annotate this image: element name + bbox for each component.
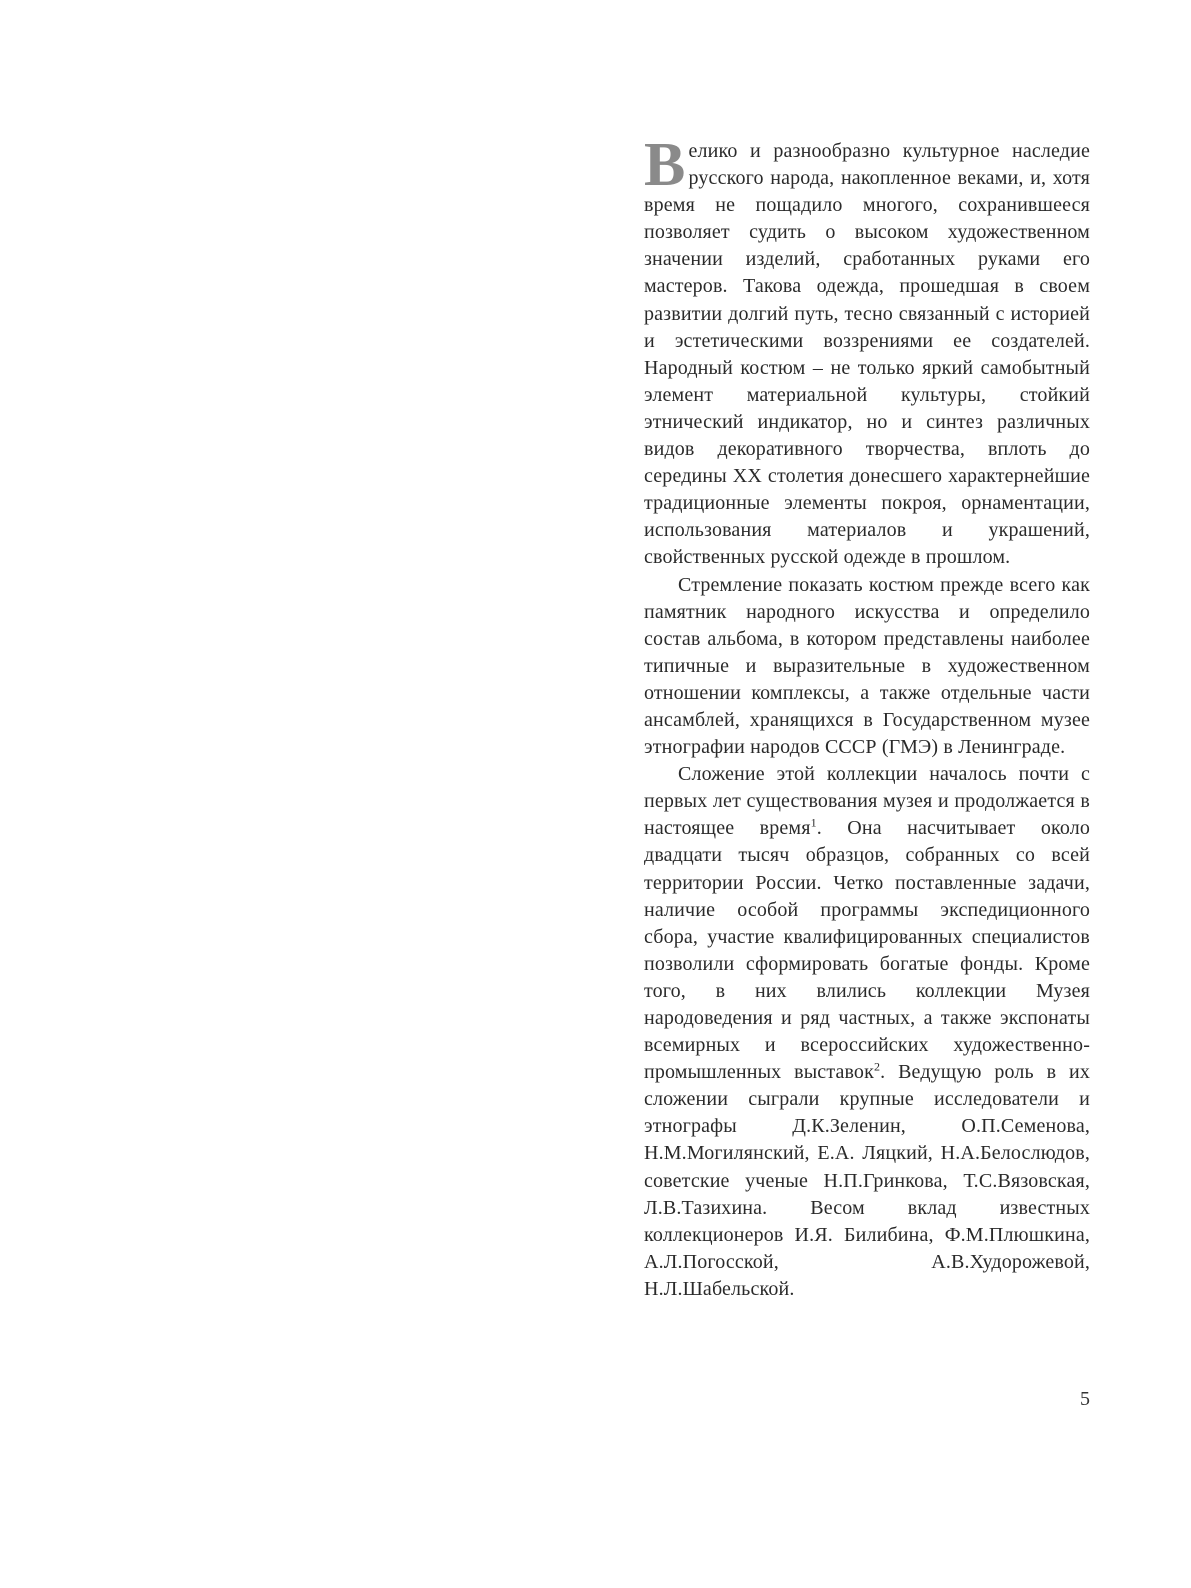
main-text-column: [644, 131, 1091, 1303]
footnote-ref-2: 2: [873, 1059, 881, 1074]
page-number: 5: [1080, 1388, 1090, 1410]
paragraph-3-text-a: Сложение этой коллекции началось почти с первых лет существования музея и продолжается в настоящее время: [644, 763, 1090, 840]
paragraph-3-text-b: . Она насчитывает около двадцати тысяч образцов, собранных со всей территории России. Четко поставленные задачи, наличие особой программы экспедиционного сбора, участие квалифицированных специалистов позволили сформировать богатые фонды. Кроме того, в них влились коллекции Музея народоведения и ряд частных, а также экспонаты всемирных и всероссийских художественно-промышленных выставок: [644, 817, 1090, 1084]
paragraph-2: Стремление показать костюм прежде всего как памятник народного искусства и определило состав альбома, в котором представлены наиболее типичные и выразительные в художественном отношении комплексы, а также отдельные части ансамблей, хранящихся в Государственном музее этнографии народов СССР (ГМЭ) в Ленинграде.: [644, 573, 1090, 759]
paragraph-1: [644, 131, 1090, 572]
drop-cap: В: [644, 131, 686, 199]
paragraph-3-text-c: . Ведущую роль в их сложении сыграли крупные исследователи и этнографы Д.К.Зеленин, О.П.Семенова, Н.М.Могилянский, Е.А. Ляцкий, Н.А.Белослюдов, советские ученые Н.П.Гринкова, Т.С.Вязовская, Л.В.Тазихина. Весом вклад известных коллекционеров И.Я. Билибина, Ф.М.Плюшкина, А.Л.Погосской, А.В.Худорожевой, Н.Л.Шабельской.: [644, 1061, 1091, 1300]
paragraph-3: [644, 761, 1090, 1303]
paragraph-1-text: елико и разнообразно культурное наследие русского народа, накопленное веками, и, хотя время не пощадило многого, сохранившееся позволяет судить о высоком художественном значении изделий, сработанных руками его мастеров. Такова одежда, прошедшая в своем развитии долгий путь, тесно связанный с историей и эстетическими воззрениями ее создателей. Народный костюм – не только яркий самобытный элемент материальной культуры, стойкий этнический индикатор, но и синтез различных видов декоративного творчества, вплоть до середины XX столетия донесшего характернейшие традиционные элементы покроя, орнаментации, использования материалов и украшений, свойственных русской одежде в прошлом.: [644, 140, 1090, 569]
footnote-ref-1: 1: [810, 815, 817, 830]
